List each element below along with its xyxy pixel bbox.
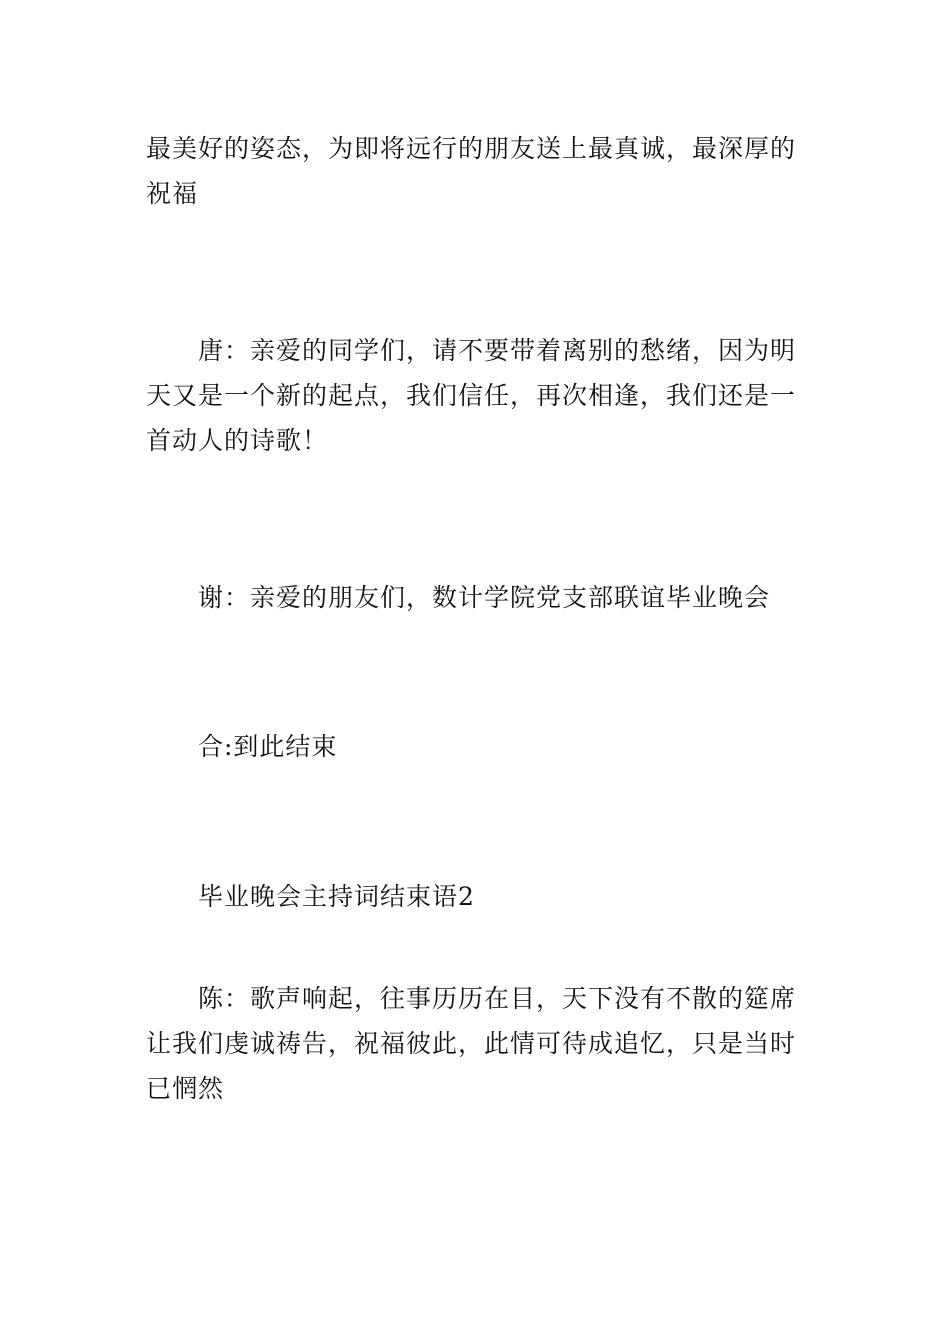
paragraph-he: 合:到此结束: [198, 732, 338, 761]
paragraph-blessing: 最美好的姿态，为即将远行的朋友送上最真诚，最深厚的祝福: [146, 134, 797, 208]
paragraph-chen: 陈：歌声响起，往事历历在目，天下没有不散的筵席让我们虔诚祷告，祝福彼此，此情可待成追忆，只是当时已惘然: [146, 984, 797, 1103]
section-heading: 毕业晚会主持词结束语2: [198, 882, 475, 911]
paragraph-tang: 唐：亲爱的同学们，请不要带着离别的愁绪，因为明天又是一个新的起点，我们信任，再次相逢，我们还是一首动人的诗歌！: [146, 336, 797, 455]
paragraph-xie: 谢：亲爱的朋友们，数计学院党支部联谊毕业晚会: [198, 583, 771, 612]
